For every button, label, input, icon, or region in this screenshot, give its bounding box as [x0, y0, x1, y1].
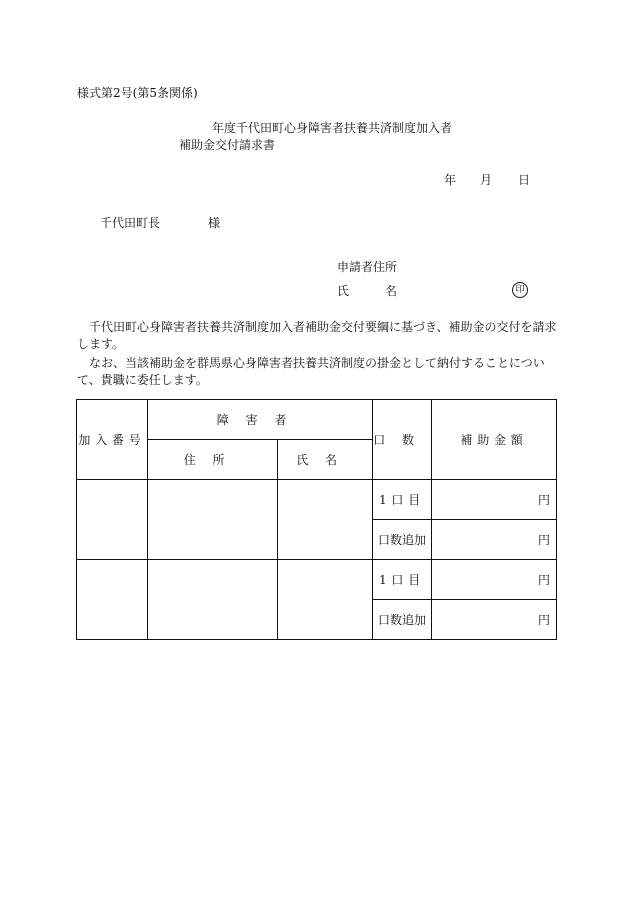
body-paragraph-2: [77, 355, 561, 389]
applicant-name-label-1: 氏: [337, 284, 350, 298]
form-number: 様式第2号(第5条関係): [77, 86, 198, 100]
name-cell[interactable]: [278, 480, 373, 560]
amount-cell[interactable]: [432, 560, 557, 600]
date-year: 年: [444, 173, 457, 187]
applicant-address-label: 申請者住所: [337, 260, 398, 274]
date-day: 日: [518, 173, 531, 187]
addressee-name: 千代田町長: [100, 216, 161, 230]
header-name: 氏名: [278, 440, 373, 480]
header-disabled: 障害者: [148, 400, 373, 440]
units-first-label: 1口目: [373, 480, 432, 520]
applicant-name-label-2: 名: [385, 284, 398, 298]
amount-cell[interactable]: [432, 600, 557, 640]
yen-unit: 円: [537, 533, 550, 547]
document-title-line2: 補助金交付請求書: [179, 138, 276, 152]
addressee: [100, 217, 220, 229]
address-cell[interactable]: [148, 560, 278, 640]
units-first-label: 1口目: [373, 560, 432, 600]
yen-unit: 円: [537, 493, 550, 507]
table-row: [77, 560, 557, 600]
address-cell[interactable]: [148, 480, 278, 560]
seal-icon: 印: [512, 282, 528, 298]
yen-unit: 円: [537, 573, 550, 587]
body-paragraph-1-text: 千代田町心身障害者扶養共済制度加入者補助金交付要綱に基づき、補助金の交付を請求します。: [77, 320, 557, 351]
document-title-line1: 年度千代田町心身障害者扶養共済制度加入者: [212, 121, 453, 135]
header-address: 住所: [148, 440, 278, 480]
member-no-cell[interactable]: [77, 480, 148, 560]
applicant-name-label: [337, 285, 397, 297]
header-units: 口数: [373, 400, 432, 480]
claim-table: [76, 399, 557, 640]
body-paragraph-2-text: なお、当該補助金を群馬県心身障害者扶養共済制度の掛金として納付することについて、貴職に委任します。: [77, 356, 545, 387]
member-no-cell[interactable]: [77, 560, 148, 640]
amount-cell[interactable]: [432, 520, 557, 560]
header-member-no: 加入番号: [77, 400, 148, 480]
table-row: [77, 480, 557, 520]
body-paragraph-1: [77, 319, 561, 353]
yen-unit: 円: [537, 613, 550, 627]
header-amount: 補助金額: [432, 400, 557, 480]
date-month: 月: [480, 173, 493, 187]
date-line: [444, 174, 530, 186]
units-add-label: 口数追加: [373, 600, 432, 640]
name-cell[interactable]: [278, 560, 373, 640]
addressee-honorific: 様: [208, 216, 221, 230]
units-add-label: 口数追加: [373, 520, 432, 560]
amount-cell[interactable]: [432, 480, 557, 520]
